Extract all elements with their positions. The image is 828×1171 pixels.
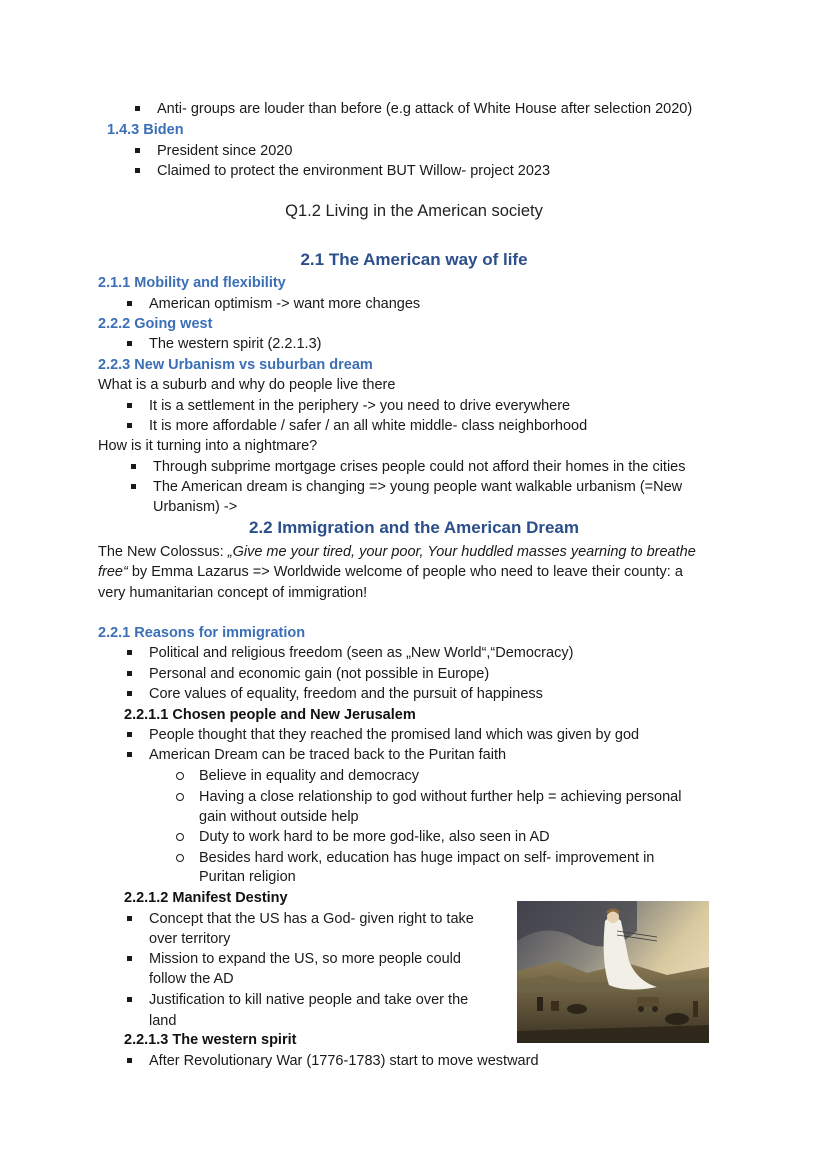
heading-biden: 1.4.3 Biden [107,122,184,138]
colossus-label: The New Colossus: [98,544,228,560]
colossus-line-2 [98,562,683,582]
bullet-antigroups: Anti- groups are louder than before (e.g attack of White House after selection 2020) [157,101,693,117]
bullet-mission-cont: follow the AD [149,971,234,987]
heading-2-2-1-2: 2.2.1.2 Manifest Destiny [124,890,288,906]
paragraph-nightmare: How is it turning into a nightmare? [98,438,318,454]
heading-2-2: 2.2 Immigration and the American Dream [248,518,580,537]
heading-2-2-3: 2.2.3 New Urbanism vs suburban dream [98,357,373,373]
manifest-destiny-painting [517,901,709,1043]
colossus-quote: „Give me your tired, your poor, Your huddled masses yearning to breathe [227,544,696,560]
heading-2-1-1: 2.1.1 Mobility and flexibility [98,275,286,291]
sub-bullet-close: Having a close relationship to god without further help = achieving personal [199,789,682,805]
sub-bullet-besides: Besides hard work, education has huge impact on self- improvement in [199,850,655,866]
bullet-core: Core values of equality, freedom and the pursuit of happiness [149,686,543,702]
colossus-line-3: very humanitarian concept of immigration! [98,585,368,601]
heading-2-2-1-1: 2.2.1.1 Chosen people and New Jerusalem [124,707,416,723]
heading-2-2-1-3: 2.2.1.3 The western spirit [124,1032,297,1048]
bullet-political: Political and religious freedom (seen as „New World“,“Democracy) [149,645,574,661]
heading-2-1: 2.1 The American way of life [300,250,528,269]
bullet-dream-cont: Urbanism) -> [153,499,238,515]
bullet-western: The western spirit (2.2.1.3) [149,336,322,352]
heading-2-2-1: 2.2.1 Reasons for immigration [98,625,306,641]
bullet-concept-cont: over territory [149,931,231,947]
colossus-quote-end: free“ [98,564,128,580]
sub-bullet-believe: Believe in equality and democracy [199,768,420,784]
paragraph-suburb: What is a suburb and why do people live there [98,377,396,393]
bullet-settlement: It is a settlement in the periphery -> you need to drive everywhere [149,398,571,414]
colossus-line-1 [98,542,696,562]
heading-2-2-2: 2.2.2 Going west [98,316,213,332]
bullet-traced: American Dream can be traced back to the Puritan faith [149,747,507,763]
sub-bullet-close-cont: gain without outside help [199,809,359,825]
sub-bullet-duty: Duty to work hard to be more god-like, also seen in AD [199,829,550,845]
bullet-mission: Mission to expand the US, so more people could [149,951,461,967]
bullet-after-war: After Revolutionary War (1776-1783) start to move westward [149,1053,539,1069]
bullet-personal: Personal and economic gain (not possible in Europe) [149,666,490,682]
section-title-q12: Q1.2 Living in the American society [285,202,543,220]
bullet-president: President since 2020 [157,143,293,159]
colossus-attribution: by Emma Lazarus => Worldwide welcome of people who need to leave their county: a [127,564,683,580]
bullet-affordable: It is more affordable / safer / an all white middle- class neighborhood [149,418,588,434]
bullet-subprime: Through subprime mortgage crises people could not afford their homes in the cities [153,459,686,475]
bullet-concept: Concept that the US has a God- given right to take [149,911,474,927]
bullet-promised: People thought that they reached the promised land which was given by god [149,727,640,743]
sub-bullet-besides-cont: Puritan religion [199,869,296,885]
bullet-claimed: Claimed to protect the environment BUT Willow- project 2023 [157,163,551,179]
bullet-optimism: American optimism -> want more changes [149,296,421,312]
bullet-justification-cont: land [149,1013,177,1029]
bullet-dream: The American dream is changing => young people want walkable urbanism (=New [153,479,683,495]
bullet-justification: Justification to kill native people and take over the [149,992,469,1008]
